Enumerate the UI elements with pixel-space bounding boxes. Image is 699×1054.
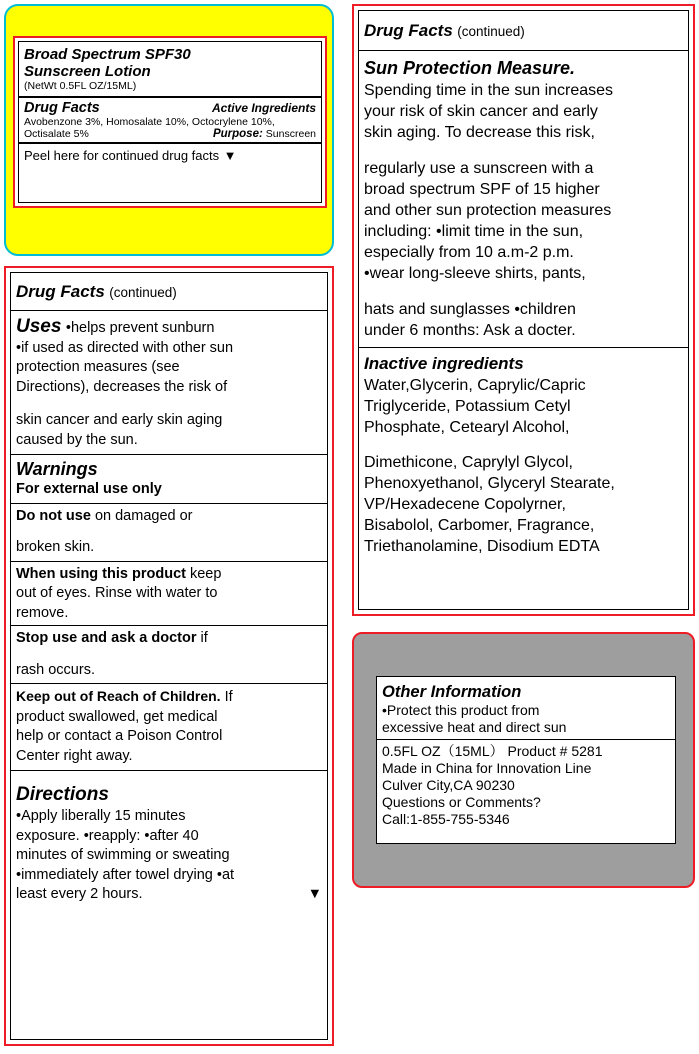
call-phone-line: Call:1-855-755-5346 xyxy=(382,811,510,827)
keep-out-rest: If xyxy=(220,689,233,705)
spm-line-3: skin aging. To decrease this risk, xyxy=(364,124,595,141)
purpose-value: Sunscreen xyxy=(265,128,316,140)
uses-text-4: Directions), decreases the risk of xyxy=(16,378,228,395)
inactive-ingredients-section xyxy=(359,347,688,559)
when-using-bold: When using this product xyxy=(16,565,186,582)
purpose-row xyxy=(24,128,316,140)
product-title-cell xyxy=(19,42,321,96)
directions-line-1: •Apply liberally 15 minutes xyxy=(16,808,186,824)
spm-line-11: under 6 months: Ask a docter. xyxy=(364,322,576,339)
spm-line-4: regularly use a sunscreen with a xyxy=(364,160,594,177)
other-info-head-cell xyxy=(377,677,675,739)
other-information-panel xyxy=(352,632,695,888)
spm-body-section xyxy=(359,50,688,347)
directions-line-2: exposure. •reapply: •after 40 xyxy=(16,827,199,844)
inactive-line-2: Triglyceride, Potassium Cetyl xyxy=(364,398,571,415)
product-title-line-1: Broad Spectrum SPF30 xyxy=(24,46,191,63)
stop-use-section xyxy=(11,625,327,683)
directions-last-line xyxy=(16,885,322,905)
uses-heading: Uses xyxy=(16,316,62,337)
directions-arrow-down-icon: ▼ xyxy=(307,886,322,902)
uses-warnings-panel xyxy=(4,266,334,1046)
inactive-line-7: Bisabolol, Carbomer, Fragrance, xyxy=(364,517,595,534)
sun-protection-table xyxy=(358,10,689,610)
spm-header-note: (continued) xyxy=(457,24,525,39)
uses-text-2: •if used as directed with other sun xyxy=(16,339,234,356)
keep-out-of-reach-section xyxy=(11,683,327,770)
when-using-line-3: remove. xyxy=(16,604,69,621)
uses-warnings-table xyxy=(10,272,328,1040)
inactive-line-6: VP/Hexadecene Copolyrner, xyxy=(364,496,566,513)
do-not-use-line-2: broken skin. xyxy=(16,539,95,555)
spm-heading: Sun Protection Measure. xyxy=(364,58,576,78)
do-not-use-bold: Do not use xyxy=(16,507,91,524)
stop-use-line-2: rash occurs. xyxy=(16,661,95,678)
front-label-inner-box xyxy=(13,36,327,208)
keep-out-line-4: Center right away. xyxy=(16,747,133,764)
keep-out-line-2: product swallowed, get medical xyxy=(16,708,218,725)
spm-header: Drug Facts xyxy=(364,21,453,40)
other-info-bullet-line-1: •Protect this product from xyxy=(382,702,540,718)
inactive-line-3: Phosphate, Cetearyl Alcohol, xyxy=(364,419,570,436)
uses-panel-header: Drug Facts xyxy=(16,282,105,301)
drug-facts-heading-row xyxy=(24,100,316,116)
inactive-line-4: Dimethicone, Caprylyl Glycol, xyxy=(364,454,573,471)
drug-facts-active-ingredients-cell xyxy=(19,96,321,142)
spm-line-6: and other sun protection measures xyxy=(364,202,612,219)
directions-heading: Directions xyxy=(16,784,109,805)
uses-text-3: protection measures (see xyxy=(16,359,180,375)
active-ingredients-label: Active Ingredients xyxy=(211,101,316,115)
spm-header-cell xyxy=(359,11,688,50)
peel-here-cell[interactable] xyxy=(19,142,321,167)
keep-out-line-1 xyxy=(16,687,322,708)
purpose-label: Purpose: xyxy=(212,128,263,140)
keep-out-bold: Keep out of Reach of Children. xyxy=(16,688,221,704)
uses-panel-header-cell xyxy=(11,273,327,310)
spm-line-8: especially from 10 a.m-2 p.m. xyxy=(364,244,574,261)
uses-section xyxy=(11,310,327,454)
active-ingredients-line-2: Octisalate 5% xyxy=(24,128,89,140)
keep-out-line-3: help or contact a Poison Control xyxy=(16,728,223,744)
uses-text-1: •helps prevent sunburn xyxy=(65,320,215,336)
sun-protection-panel xyxy=(352,4,695,616)
directions-line-5: least every 2 hours. xyxy=(16,886,143,902)
inactive-ingredients-heading: Inactive ingredients xyxy=(364,354,524,373)
inactive-line-1: Water,Glycerin, Caprylic/Capric xyxy=(364,377,586,394)
do-not-use-rest: on damaged or xyxy=(90,507,193,524)
warnings-external-use: For external use only xyxy=(16,481,162,497)
do-not-use-section xyxy=(11,503,327,561)
inactive-line-8: Triethanolamine, Disodium EDTA xyxy=(364,538,600,555)
size-and-product-number: 0.5FL OZ（15ML） Product # 5281 xyxy=(382,743,603,759)
spm-line-9: •wear long-sleeve shirts, pants, xyxy=(364,265,586,282)
spm-line-10: hats and sunglasses •children xyxy=(364,301,576,318)
uses-first-line xyxy=(16,316,322,339)
directions-line-3: minutes of swimming or sweating xyxy=(16,847,230,863)
when-using-section xyxy=(11,561,327,626)
questions-line: Questions or Comments? xyxy=(382,794,541,810)
stop-use-rest: if xyxy=(196,630,208,646)
peel-arrow-down-icon: ▼ xyxy=(223,148,237,163)
do-not-use-line-1 xyxy=(16,507,322,527)
drug-facts-label: Drug Facts xyxy=(24,100,100,116)
uses-panel-header-note: (continued) xyxy=(109,285,177,300)
inactive-line-5: Phenoxyethanol, Glyceryl Stearate, xyxy=(364,475,615,492)
peel-here-text: Peel here for continued drug facts xyxy=(24,148,220,163)
city-state-zip: Culver City,CA 90230 xyxy=(382,777,515,793)
manufacturer-info-cell xyxy=(377,739,675,830)
product-title-line-2: Sunscreen Lotion xyxy=(24,63,151,80)
directions-line-4: •immediately after towel drying •at xyxy=(16,866,235,883)
stop-use-bold: Stop use and ask a doctor xyxy=(16,630,197,646)
spm-line-1: Spending time in the sun increases xyxy=(364,82,614,99)
spm-line-7: including: •limit time in the sun, xyxy=(364,223,584,240)
made-in-line: Made in China for Innovation Line xyxy=(382,760,592,776)
uses-text-5: skin cancer and early skin aging xyxy=(16,412,223,428)
when-using-line-1 xyxy=(16,565,322,585)
warnings-section xyxy=(11,454,327,503)
other-information-heading: Other Information xyxy=(382,683,522,701)
directions-section xyxy=(11,770,327,907)
front-label-panel xyxy=(4,4,334,256)
other-information-box xyxy=(376,676,676,844)
warnings-heading: Warnings xyxy=(16,459,98,479)
active-ingredients-line-1: Avobenzone 3%, Homosalate 10%, Octocrylene 10%, xyxy=(24,116,275,128)
spm-line-2: your risk of skin cancer and early xyxy=(364,103,598,120)
front-label-table xyxy=(18,41,322,203)
when-using-rest: keep xyxy=(185,565,222,582)
when-using-line-2: out of eyes. Rinse with water to xyxy=(16,585,218,601)
spm-line-5: broad spectrum SPF of 15 higher xyxy=(364,181,600,198)
net-weight: (NetWt 0.5FL OZ/15ML) xyxy=(24,80,137,92)
other-info-bullet-line-2: excessive heat and direct sun xyxy=(382,719,567,735)
stop-use-line-1 xyxy=(16,629,322,649)
uses-text-6: caused by the sun. xyxy=(16,431,138,448)
